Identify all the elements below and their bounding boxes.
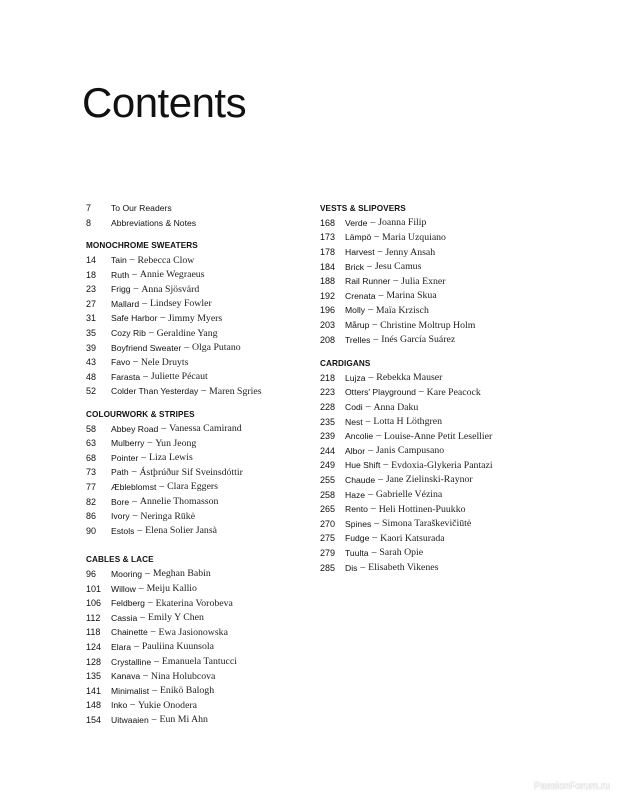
designer-name: Jane Zielinski-Raynor bbox=[385, 474, 473, 486]
separator: – bbox=[368, 305, 373, 316]
pattern-name: Verde bbox=[345, 217, 368, 228]
pattern-name: Minimalist bbox=[111, 685, 150, 696]
pattern-name: Ancolie bbox=[345, 431, 374, 442]
pattern-name: Cassia bbox=[111, 612, 138, 623]
page-number: 235 bbox=[320, 416, 336, 427]
separator: – bbox=[141, 452, 146, 463]
separator: – bbox=[147, 598, 153, 609]
page-number: 86 bbox=[86, 511, 97, 522]
page-number: 184 bbox=[320, 261, 336, 272]
page-number: 31 bbox=[86, 313, 97, 324]
toc-entry[interactable] bbox=[86, 640, 306, 655]
toc-entry[interactable] bbox=[320, 473, 540, 488]
page-number: 239 bbox=[320, 431, 336, 442]
toc-entry[interactable] bbox=[320, 444, 540, 459]
toc-entry[interactable] bbox=[320, 332, 540, 347]
separator: – bbox=[150, 627, 156, 638]
designer-name: Evdoxia-Glykeria Pantazi bbox=[391, 459, 493, 471]
section-heading: VESTS & SLIPOVERS bbox=[320, 203, 406, 213]
page-number: 77 bbox=[86, 481, 97, 492]
separator: – bbox=[148, 328, 154, 339]
toc-entry[interactable] bbox=[86, 494, 306, 509]
page-number: 223 bbox=[320, 387, 336, 398]
toc-entry[interactable] bbox=[86, 253, 306, 268]
page-number: 43 bbox=[86, 357, 97, 368]
designer-name: Lotta H Löthgren bbox=[373, 416, 442, 428]
pattern-name: Willow bbox=[111, 583, 136, 594]
toc-entry[interactable] bbox=[86, 326, 306, 341]
toc-section bbox=[86, 238, 306, 399]
toc-entry[interactable] bbox=[86, 567, 306, 582]
toc-entry[interactable] bbox=[320, 516, 540, 531]
pattern-name: Harvest bbox=[345, 247, 375, 258]
separator: – bbox=[371, 547, 377, 558]
pattern-name: Nest bbox=[345, 416, 363, 427]
toc-entry[interactable] bbox=[86, 297, 306, 312]
designer-name: Annelie Thomasson bbox=[139, 496, 219, 508]
page-number: 208 bbox=[320, 334, 336, 345]
pattern-name: Dis bbox=[345, 562, 358, 573]
pattern-name: Ivory bbox=[111, 511, 130, 522]
toc-entry[interactable] bbox=[320, 531, 540, 546]
separator: – bbox=[365, 402, 371, 413]
page-number: 7 bbox=[86, 203, 92, 214]
pattern-name: Chainette bbox=[111, 627, 148, 638]
designer-name: Juliette Pécaut bbox=[150, 371, 208, 383]
page-number: 285 bbox=[320, 562, 336, 573]
designer-name: Lindsey Fowler bbox=[149, 298, 212, 310]
designer-name: Kaori Katsurada bbox=[380, 532, 445, 544]
pattern-name: Mulberry bbox=[111, 438, 145, 449]
toc-entry[interactable] bbox=[86, 451, 306, 466]
pattern-name: Favo bbox=[111, 357, 131, 368]
toc-entry[interactable] bbox=[86, 625, 306, 640]
designer-name: Jesu Camus bbox=[374, 261, 422, 273]
separator: – bbox=[151, 714, 157, 725]
page-number: 265 bbox=[320, 504, 336, 515]
toc-section bbox=[86, 552, 306, 727]
toc-entry[interactable] bbox=[86, 669, 306, 684]
pattern-name: Haze bbox=[345, 489, 366, 500]
designer-name: Rebecca Clow bbox=[137, 254, 195, 266]
page-number: 173 bbox=[320, 232, 336, 243]
pattern-name: Albor bbox=[345, 445, 366, 456]
pattern-name: Lämpö bbox=[345, 232, 372, 243]
designer-name: Elisabeth Vikenes bbox=[368, 562, 439, 574]
designer-name: Olga Putano bbox=[191, 342, 241, 354]
section-heading: CABLES & LACE bbox=[86, 554, 154, 564]
page-number: 8 bbox=[86, 217, 92, 228]
designer-name: Neringa Rūkė bbox=[140, 510, 196, 522]
toc-entry[interactable] bbox=[86, 355, 306, 370]
designer-name: Meghan Babin bbox=[152, 568, 211, 580]
separator: – bbox=[368, 372, 374, 383]
pattern-name: Safe Harbor bbox=[111, 313, 158, 324]
page-number: 192 bbox=[320, 290, 336, 301]
toc-entry[interactable] bbox=[86, 216, 306, 231]
pattern-name: Colder Than Yesterday bbox=[111, 386, 199, 397]
page-number: 203 bbox=[320, 320, 336, 331]
pattern-name: Crenata bbox=[345, 290, 376, 301]
separator: – bbox=[142, 298, 147, 309]
separator: – bbox=[418, 387, 424, 398]
designer-name: Emily Y Chen bbox=[148, 612, 204, 624]
designer-name: Christine Moltrup Holm bbox=[380, 319, 476, 331]
toc-entry[interactable] bbox=[86, 282, 306, 297]
separator: – bbox=[374, 232, 380, 243]
pattern-name: Mooring bbox=[111, 568, 143, 579]
separator: – bbox=[159, 481, 165, 492]
pattern-name: Uitwaaien bbox=[111, 714, 149, 725]
entry-title: Abbreviations & Notes bbox=[111, 217, 197, 228]
pattern-name: Boyfriend Sweater bbox=[111, 342, 182, 353]
separator: – bbox=[134, 641, 139, 652]
page-number: 58 bbox=[86, 423, 97, 434]
designer-name: Anna Sjösvärd bbox=[141, 283, 200, 295]
designer-name: Meiju Kallio bbox=[146, 583, 197, 595]
page-number: 124 bbox=[86, 641, 102, 652]
designer-name: Nele Druyts bbox=[140, 356, 189, 368]
designer-name: Marina Skua bbox=[386, 290, 437, 302]
page-number: 14 bbox=[86, 255, 97, 266]
toc-entry[interactable] bbox=[86, 311, 306, 326]
toc-entry[interactable] bbox=[86, 370, 306, 385]
pattern-name: Estols bbox=[111, 525, 135, 536]
watermark: PassionForum.ru bbox=[533, 781, 610, 792]
pattern-name: Mallard bbox=[111, 298, 140, 309]
pattern-name: Frigg bbox=[111, 284, 131, 295]
pattern-name: Tain bbox=[111, 255, 127, 266]
page-number: 141 bbox=[86, 685, 102, 696]
toc-entry[interactable] bbox=[86, 610, 306, 625]
page-number: 39 bbox=[86, 342, 97, 353]
designer-name: Simona Taraškevičiūtė bbox=[382, 518, 472, 530]
separator: – bbox=[152, 685, 157, 696]
pattern-name: Trelles bbox=[345, 334, 371, 345]
page-number: 270 bbox=[320, 518, 336, 529]
page-number: 101 bbox=[86, 583, 102, 594]
toc-entry[interactable] bbox=[320, 371, 540, 386]
page-number: 188 bbox=[320, 276, 336, 287]
pattern-name: Otters' Playground bbox=[345, 387, 416, 398]
toc-section bbox=[86, 407, 306, 538]
designer-name: Emanuela Tantucci bbox=[161, 656, 237, 668]
toc-entry[interactable] bbox=[86, 465, 306, 480]
designer-name: Janis Campusano bbox=[375, 445, 445, 457]
toc-entry[interactable] bbox=[86, 596, 306, 611]
page-number: 68 bbox=[86, 452, 97, 463]
page-number: 154 bbox=[86, 714, 102, 725]
designer-name: Sarah Opie bbox=[379, 547, 424, 559]
designer-name: Maren Sgries bbox=[209, 385, 262, 397]
toc-entry[interactable] bbox=[86, 340, 306, 355]
designer-name: Enikö Balogh bbox=[159, 685, 215, 697]
separator: – bbox=[201, 386, 207, 397]
toc-entry[interactable] bbox=[320, 400, 540, 415]
page-number: 249 bbox=[320, 460, 336, 471]
toc-entry[interactable] bbox=[320, 546, 540, 561]
toc-entry[interactable] bbox=[320, 502, 540, 517]
pattern-name: Crystalline bbox=[111, 656, 152, 667]
toc-entry[interactable] bbox=[86, 698, 306, 713]
designer-name: Jimmy Myers bbox=[168, 312, 223, 324]
designer-name: Clara Eggers bbox=[167, 481, 218, 493]
page-number: 128 bbox=[86, 656, 102, 667]
page-number: 63 bbox=[86, 438, 97, 449]
designer-name: Jenny Ansah bbox=[385, 246, 436, 258]
section-heading: CARDIGANS bbox=[320, 358, 371, 368]
toc-entry[interactable] bbox=[86, 384, 306, 399]
toc-entry[interactable] bbox=[320, 289, 540, 304]
designer-name: Julia Exner bbox=[401, 275, 446, 287]
separator: – bbox=[138, 583, 144, 594]
separator: – bbox=[129, 255, 135, 266]
pattern-name: Rento bbox=[345, 504, 368, 515]
page-number: 96 bbox=[86, 568, 97, 579]
separator: – bbox=[160, 313, 166, 324]
toc-entry[interactable] bbox=[320, 385, 540, 400]
page-number: 218 bbox=[320, 372, 336, 383]
designer-name: Liza Lewis bbox=[148, 452, 193, 464]
section-heading: COLOURWORK & STRIPES bbox=[86, 409, 195, 419]
pattern-name: Pointer bbox=[111, 452, 139, 463]
separator: – bbox=[373, 334, 379, 345]
separator: – bbox=[143, 671, 148, 682]
separator: – bbox=[360, 562, 366, 573]
page-number: 73 bbox=[86, 467, 97, 478]
page-number: 27 bbox=[86, 298, 97, 309]
pattern-name: Abbey Road bbox=[111, 423, 159, 434]
page-number: 228 bbox=[320, 402, 336, 413]
separator: – bbox=[133, 357, 138, 368]
page-number: 90 bbox=[86, 525, 97, 536]
pattern-name: Fudge bbox=[345, 533, 370, 544]
page-number: 258 bbox=[320, 489, 336, 500]
separator: – bbox=[132, 511, 138, 522]
separator: – bbox=[378, 474, 383, 485]
toc-entry[interactable] bbox=[320, 230, 540, 245]
pattern-name: Inko bbox=[111, 700, 128, 711]
designer-name: Elena Solier Jansà bbox=[145, 525, 217, 537]
page-number: 52 bbox=[86, 386, 97, 397]
page-number: 275 bbox=[320, 533, 336, 544]
separator: – bbox=[133, 284, 139, 295]
separator: – bbox=[132, 496, 137, 507]
designer-name: Heli Hottinen-Puukko bbox=[378, 503, 466, 515]
page-number: 135 bbox=[86, 671, 102, 682]
pattern-name: Path bbox=[111, 467, 129, 478]
pattern-name: Spines bbox=[345, 518, 372, 529]
toc-entry[interactable] bbox=[320, 458, 540, 473]
toc-entry[interactable] bbox=[320, 414, 540, 429]
pattern-name: Elara bbox=[111, 641, 132, 652]
separator: – bbox=[370, 504, 376, 515]
separator: – bbox=[147, 438, 153, 449]
toc-entry[interactable] bbox=[320, 487, 540, 502]
toc-entry[interactable] bbox=[320, 560, 540, 575]
toc-entry[interactable] bbox=[86, 509, 306, 524]
page-title: Contents bbox=[82, 79, 247, 126]
section-heading: MONOCHROME SWEATERS bbox=[86, 240, 198, 250]
separator: – bbox=[161, 423, 167, 434]
separator: – bbox=[383, 460, 389, 471]
separator: – bbox=[143, 371, 148, 382]
pattern-name: Kanava bbox=[111, 671, 141, 682]
separator: – bbox=[372, 320, 378, 331]
page-number: 168 bbox=[320, 217, 336, 228]
toc-intro bbox=[86, 201, 306, 230]
toc-entry[interactable] bbox=[86, 436, 306, 451]
page-number: 148 bbox=[86, 700, 102, 711]
separator: – bbox=[140, 612, 146, 623]
designer-name: Kare Peacock bbox=[426, 386, 481, 398]
designer-name: Yun Jeong bbox=[155, 437, 197, 449]
separator: – bbox=[184, 342, 189, 353]
designer-name: Eun Mi Ahn bbox=[159, 714, 208, 726]
designer-name: Anna Daku bbox=[373, 401, 419, 413]
pattern-name: Mårup bbox=[345, 320, 370, 331]
designer-name: Maïa Krzisch bbox=[375, 304, 429, 316]
pattern-name: Rail Runner bbox=[345, 276, 391, 287]
pattern-name: Ruth bbox=[111, 269, 130, 280]
toc-section bbox=[320, 201, 540, 347]
pattern-name: Tuulta bbox=[345, 547, 369, 558]
designer-name: Nina Holubcova bbox=[150, 670, 216, 682]
toc-entry[interactable] bbox=[86, 201, 306, 216]
toc-section bbox=[320, 356, 540, 575]
separator: – bbox=[393, 276, 399, 287]
entry-title: To Our Readers bbox=[111, 203, 172, 214]
page-number: 244 bbox=[320, 445, 336, 456]
page-number: 48 bbox=[86, 371, 97, 382]
toc-entry[interactable] bbox=[86, 683, 306, 698]
toc-column-right bbox=[320, 201, 540, 575]
separator: – bbox=[367, 261, 372, 272]
separator: – bbox=[368, 489, 373, 500]
designer-name: Maria Uzquiano bbox=[382, 231, 446, 243]
separator: – bbox=[137, 525, 143, 536]
toc-entry[interactable] bbox=[86, 713, 306, 728]
designer-name: Louise-Anne Petit Lesellier bbox=[383, 430, 493, 442]
toc-column-left bbox=[86, 201, 306, 727]
designer-name: Geraldine Yang bbox=[156, 327, 218, 339]
page-number: 35 bbox=[86, 328, 97, 339]
page-number: 279 bbox=[320, 547, 336, 558]
separator: – bbox=[130, 700, 135, 711]
page-number: 196 bbox=[320, 305, 336, 316]
toc-entry[interactable] bbox=[86, 581, 306, 596]
toc-entry[interactable] bbox=[86, 267, 306, 282]
page-number: 112 bbox=[86, 612, 101, 623]
toc-entry[interactable] bbox=[86, 421, 306, 436]
pattern-name: Codi bbox=[345, 402, 363, 413]
toc-entry[interactable] bbox=[320, 245, 540, 260]
separator: – bbox=[365, 416, 371, 427]
separator: – bbox=[376, 431, 381, 442]
toc-entry[interactable] bbox=[320, 259, 540, 274]
page-number: 82 bbox=[86, 496, 97, 507]
toc-entry[interactable] bbox=[86, 523, 306, 538]
separator: – bbox=[374, 518, 380, 529]
toc-entry[interactable] bbox=[320, 429, 540, 444]
separator: – bbox=[145, 568, 150, 579]
separator: – bbox=[131, 467, 137, 478]
separator: – bbox=[377, 247, 383, 258]
designer-name: Pauliina Kuunsola bbox=[141, 641, 214, 653]
designer-name: Annie Wegraeus bbox=[139, 269, 205, 281]
toc-entry[interactable] bbox=[320, 216, 540, 231]
pattern-name: Hue Shift bbox=[345, 460, 381, 471]
page-number: 255 bbox=[320, 474, 336, 485]
separator: – bbox=[132, 269, 137, 280]
designer-name: Ekaterina Vorobeva bbox=[155, 597, 233, 609]
pattern-name: Farasta bbox=[111, 371, 141, 382]
separator: – bbox=[370, 217, 376, 228]
designer-name: Joanna Filip bbox=[378, 217, 427, 229]
page-number: 178 bbox=[320, 247, 336, 258]
designer-name: Vanessa Camirand bbox=[169, 423, 242, 435]
pattern-name: Brick bbox=[345, 261, 365, 272]
designer-name: Ástþrúður Sif Sveinsdóttir bbox=[139, 466, 243, 478]
page-number: 18 bbox=[86, 269, 97, 280]
designer-name: Ewa Jasionowska bbox=[158, 626, 228, 638]
toc-entry[interactable] bbox=[86, 480, 306, 495]
page-number: 106 bbox=[86, 598, 102, 609]
designer-name: Yukie Onodera bbox=[138, 699, 198, 711]
designer-name: Rebekka Mauser bbox=[376, 372, 443, 384]
pattern-name: Bore bbox=[111, 496, 130, 507]
separator: – bbox=[368, 445, 373, 456]
pattern-name: Molly bbox=[345, 305, 366, 316]
pattern-name: Feldberg bbox=[111, 598, 145, 609]
toc-entry[interactable] bbox=[86, 654, 306, 669]
separator: – bbox=[378, 290, 384, 301]
designer-name: Gabrielle Vézina bbox=[375, 489, 443, 501]
toc-entry[interactable] bbox=[320, 303, 540, 318]
toc-entry[interactable] bbox=[320, 274, 540, 289]
page-number: 23 bbox=[86, 284, 97, 295]
separator: – bbox=[154, 656, 159, 667]
pattern-name: Lujza bbox=[345, 372, 366, 383]
pattern-name: Cozy Rib bbox=[111, 328, 146, 339]
separator: – bbox=[372, 533, 378, 544]
page-number: 118 bbox=[86, 627, 101, 638]
designer-name: Inés García Suárez bbox=[381, 334, 456, 346]
pattern-name: Chaude bbox=[345, 474, 376, 485]
toc-entry[interactable] bbox=[320, 318, 540, 333]
pattern-name: Æbleblomst bbox=[111, 481, 157, 492]
